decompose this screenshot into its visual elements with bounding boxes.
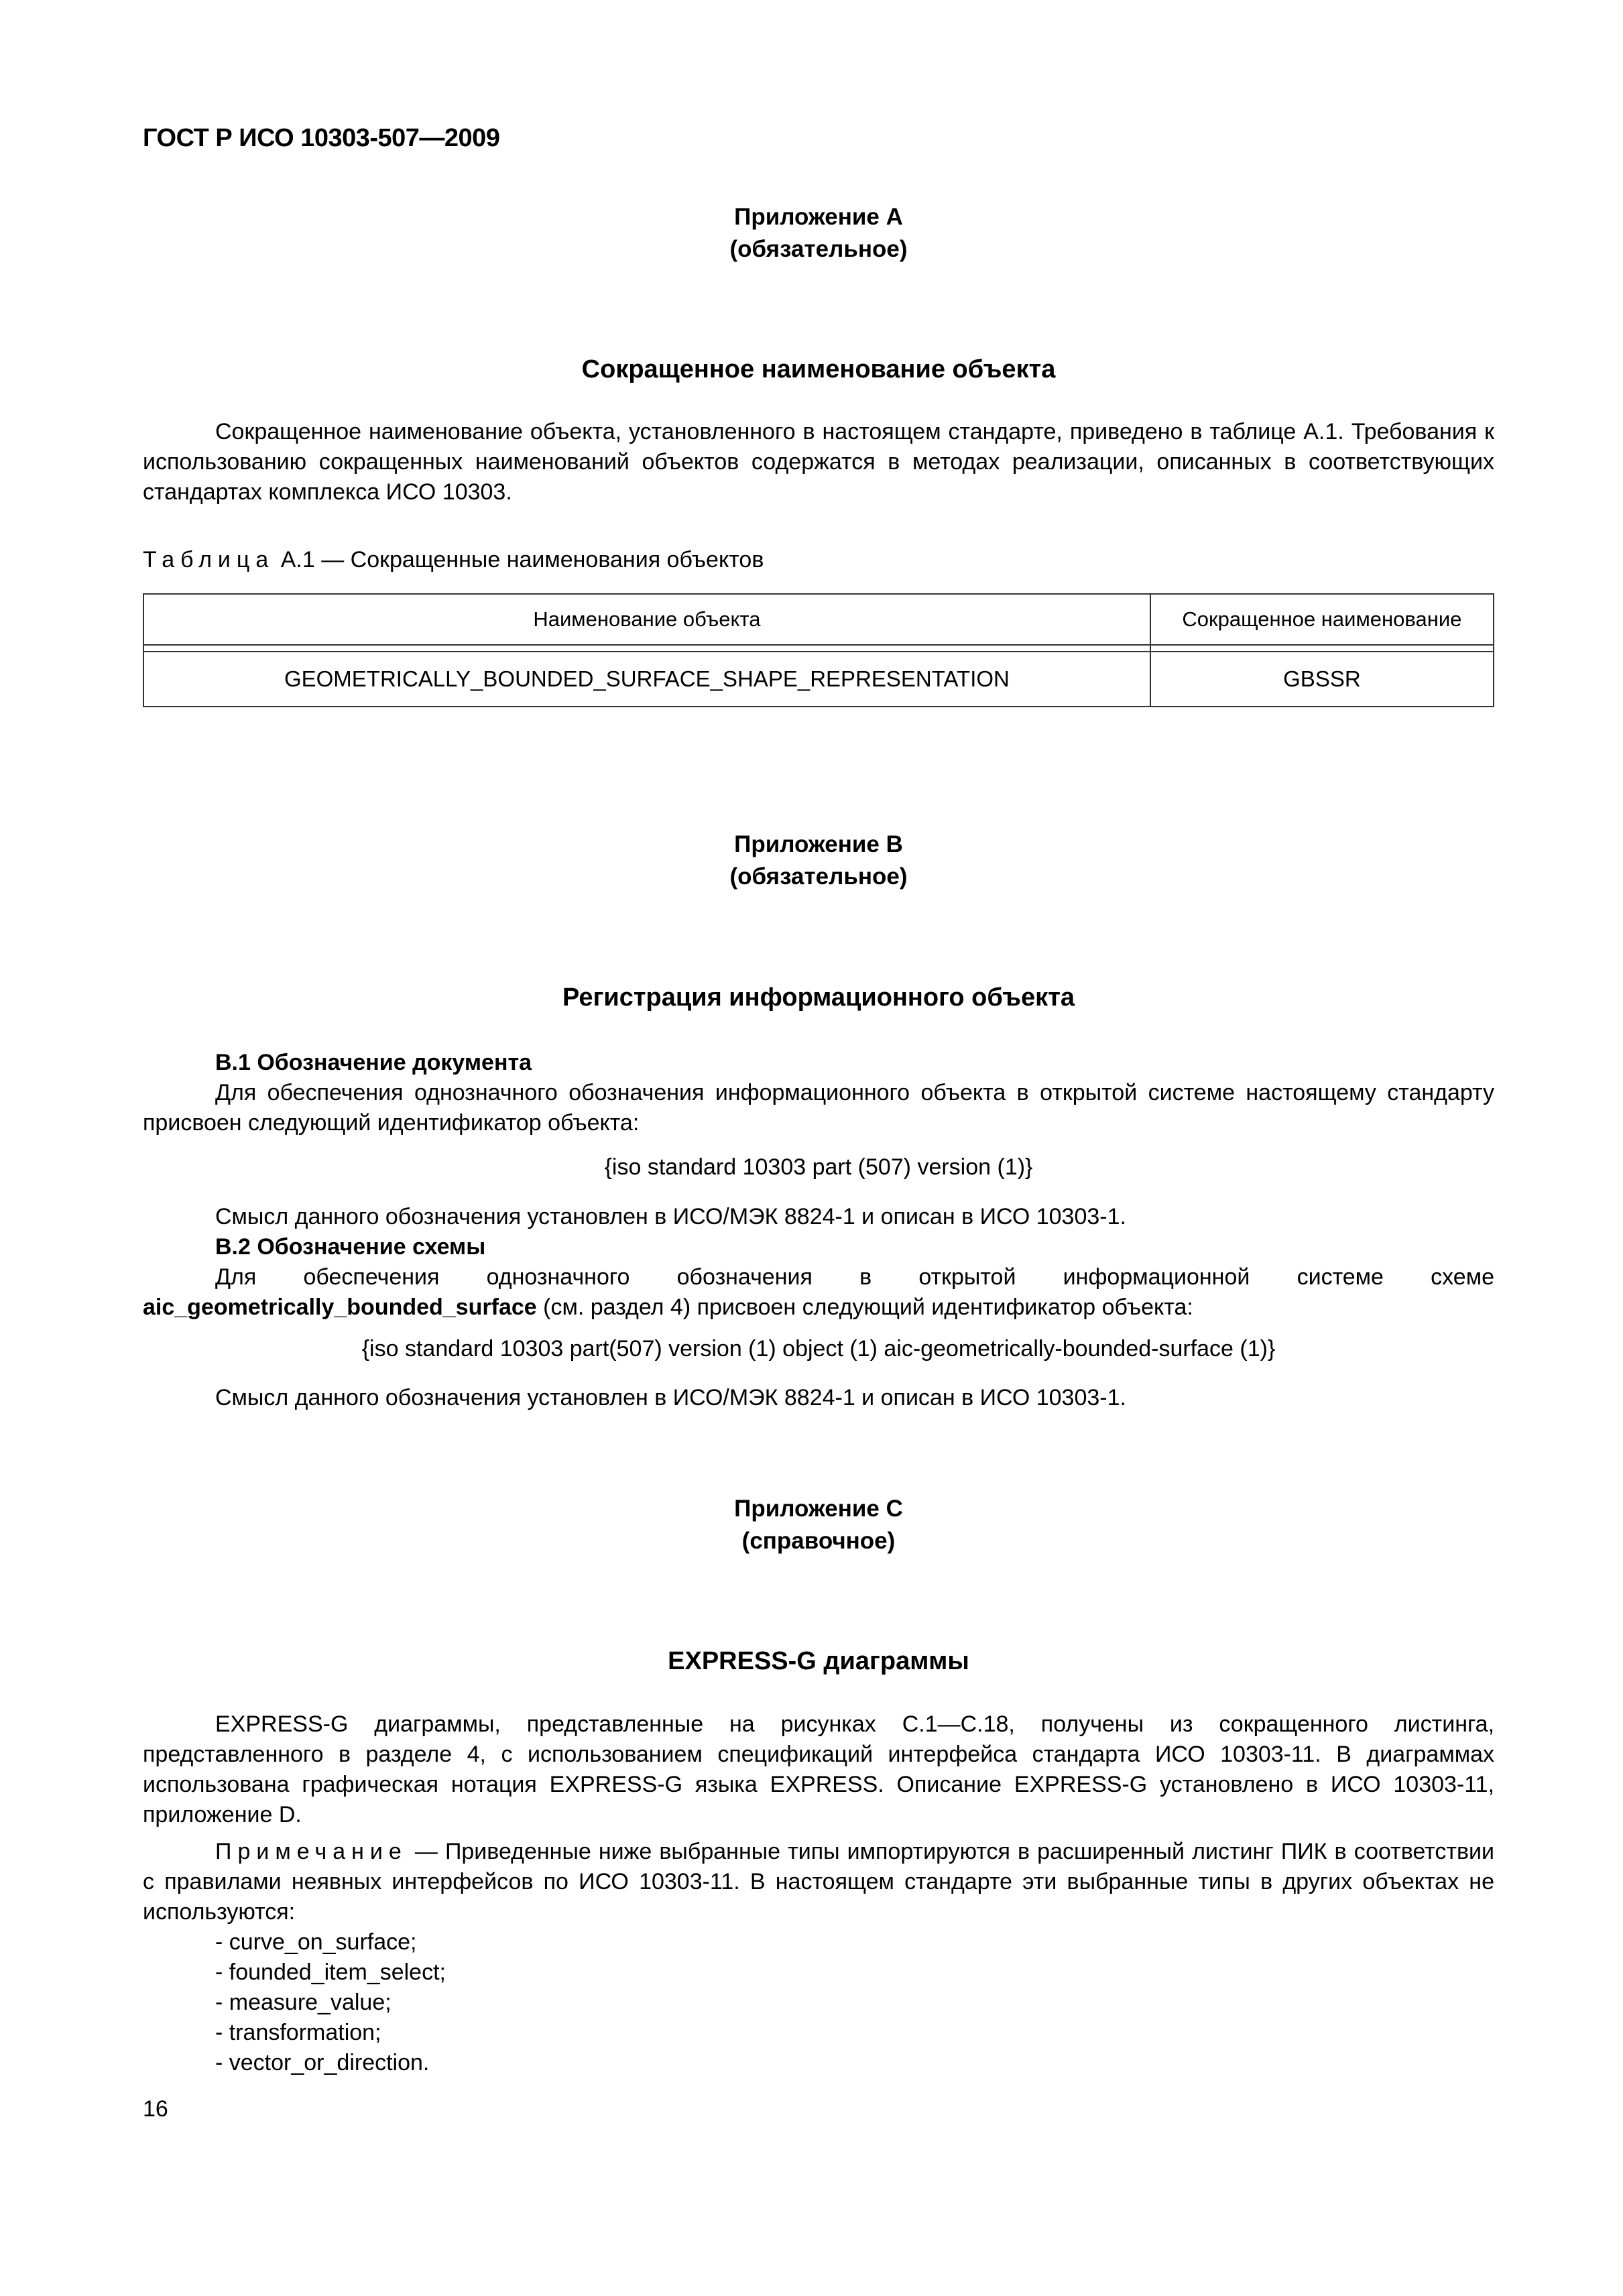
list-item: - vector_or_direction.: [215, 2050, 430, 2075]
annex-a-status: (обязательное): [729, 236, 908, 262]
table-caption-prefix: Таблица: [143, 547, 275, 572]
table-header-separator: [143, 645, 1494, 652]
b2-schema-name: aic_geometrically_bounded_surface: [143, 1294, 537, 1320]
annex-b-title-block: [143, 829, 1494, 893]
annex-c-note: [143, 1837, 1494, 1927]
b1-identifier: {iso standard 10303 part (507) version (1)}: [604, 1154, 1033, 1180]
page-number: 16: [143, 2096, 168, 2122]
annex-a-title: Приложение А: [734, 204, 903, 230]
b2-heading: В.2 Обозначение схемы: [215, 1234, 486, 1260]
table-cell: GBSSR: [1150, 652, 1494, 707]
b2-text: [143, 1262, 1494, 1323]
annex-c-title-block: [143, 1493, 1494, 1557]
b2-identifier: {iso standard 10303 part(507) version (1) object (1) aic-geometrically-bounded-surface (1)}: [361, 1336, 1276, 1362]
b1-heading: В.1 Обозначение документа: [215, 1050, 532, 1075]
b2-meaning: Смысл данного обозначения установлен в ИСО/МЭК 8824-1 и описан в ИСО 10303-1.: [215, 1385, 1126, 1410]
list-item: - curve_on_surface;: [215, 1929, 417, 1955]
list-item: - measure_value;: [215, 1990, 392, 2015]
annex-c-heading: EXPRESS-G диаграммы: [668, 1647, 969, 1675]
document-header: ГОСТ Р ИСО 10303-507—2009: [143, 124, 500, 152]
annex-a-title-block: [143, 201, 1494, 265]
annex-b-title: Приложение В: [734, 831, 903, 857]
b2-text-after: (см. раздел 4) присвоен следующий идентификатор объекта:: [536, 1294, 1193, 1320]
b1-text: Для обеспечения однозначного обозначения информационного объекта в открытой системе настоящему стандарту присвоен следующий идентификатор объекта:: [143, 1080, 1494, 1136]
annex-c-status: (справочное): [741, 1528, 896, 1554]
table-row: [143, 652, 1494, 707]
table-cell: GEOMETRICALLY_BOUNDED_SURFACE_SHAPE_REPRESENTATION: [143, 652, 1150, 707]
table-header-row: [143, 594, 1494, 645]
table-header-cell: Сокращенное наименование: [1150, 594, 1494, 645]
b1-meaning: Смысл данного обозначения установлен в ИСО/МЭК 8824-1 и описан в ИСО 10303-1.: [215, 1204, 1126, 1229]
annex-b-heading: Регистрация информационного объекта: [562, 983, 1075, 1012]
annex-a-heading: Сокращенное наименование объекта: [581, 355, 1056, 383]
annex-b-status: (обязательное): [729, 863, 908, 890]
abbreviation-table: [143, 593, 1494, 707]
annex-a-paragraph: Сокращенное наименование объекта, установленного в настоящем стандарте, приведено в таблице А.1. Требования к использованию сокращенных наименований объектов содержатся в методах реализации, описанных в соответствующих стандартах комплекса ИСО 10303.: [143, 419, 1494, 505]
table-header-cell: Наименование объекта: [143, 594, 1150, 645]
annex-c-paragraph: EXPRESS-G диаграммы, представленные на рисунках С.1—С.18, получены из сокращенного листинга, представленного в разделе 4, с использованием спецификаций интерфейса стандарта ИСО 10303-11. В диаграммах использована графическая нотация EXPRESS-G языка EXPRESS. Описание EXPRESS-G установлено в ИСО 10303-11, приложение D.: [143, 1711, 1494, 1827]
list-item: - founded_item_select;: [215, 1959, 446, 1985]
annex-c-title: Приложение С: [734, 1496, 903, 1522]
note-label: Примечание: [215, 1839, 408, 1864]
note-text: — Приведенные ниже выбранные типы импортируются в расширенный листинг ПИК в соответствии с правилами неявных интерфейсов по ИСО 10303-11. В настоящем стандарте эти выбранные типы в других объектах не используются:: [143, 1839, 1494, 1925]
table-caption-rest: А.1 — Сокращенные наименования объектов: [274, 547, 764, 572]
b2-text-before: Для обеспечения однозначного обозначения в открытой информационной системе схеме: [215, 1264, 1494, 1290]
list-item: - transformation;: [215, 2020, 381, 2045]
table-caption: [143, 545, 1494, 575]
